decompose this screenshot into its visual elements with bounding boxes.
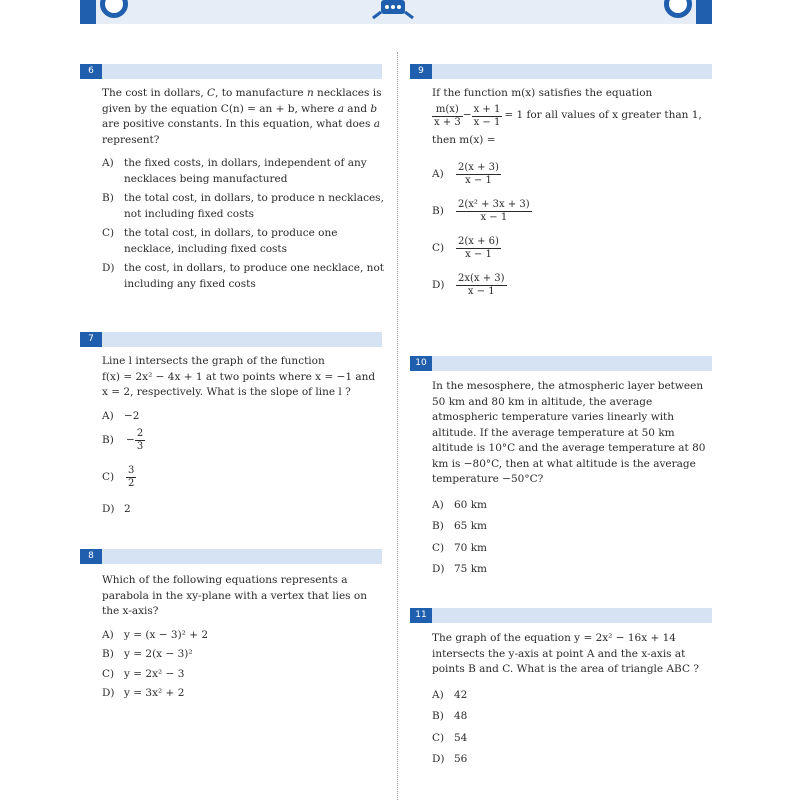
answer-option-b[interactable]: B) $\frac{\text{2(x² + 3x + 3)}}{x - 1}$ xyxy=(432,199,530,223)
answer-option-b[interactable]: B) 65 km xyxy=(432,520,488,532)
answer-option-a[interactable]: A) the fixed costs, in dollars, independent of any necklaces being manufactured xyxy=(102,157,367,185)
question-number: 9 xyxy=(410,64,432,79)
answer-option-b[interactable]: B) the total cost, in dollars, to produce n necklaces, not including fixed costs xyxy=(102,192,384,220)
question-number: 7 xyxy=(80,332,102,347)
header-ring-icon xyxy=(664,0,692,18)
question-header-10 xyxy=(410,356,712,371)
question-stem: Line l intersects the graph of the function f(x) = 2x² − 4x + 1 at two points where x = −1 and x = 2, respectively. What is the slope of line l ? xyxy=(102,355,376,398)
question-6 xyxy=(102,86,384,296)
answer-option-d[interactable]: D) y = 3x² + 2 xyxy=(102,687,185,699)
answer-option-a[interactable]: A) y = (x − 3)² + 2 xyxy=(102,628,209,641)
question-equation: $\frac{m(x)}{x + 3}$ − $\frac{x + 1}{x - 1}$ = 1 for all values of x greater than 1, xyxy=(434,103,702,128)
question-header-8 xyxy=(80,549,382,564)
question-number: 8 xyxy=(80,549,102,564)
question-9 xyxy=(432,86,712,310)
question-stem: If the function m(x) satisfies the equation xyxy=(432,87,653,99)
header-edge-right xyxy=(696,0,712,24)
question-number: 6 xyxy=(80,64,102,79)
answer-option-a[interactable]: A) 42 xyxy=(432,688,468,701)
answer-option-d[interactable]: D) 56 xyxy=(432,753,468,765)
question-header-7 xyxy=(80,332,382,347)
question-header-9 xyxy=(410,64,712,79)
question-stem: The graph of the equation y = 2x² − 16x + 14 intersects the y-axis at point A and the x-axis at points B and C. What is the area of triangle ABC ? xyxy=(432,632,699,675)
robot-icon xyxy=(370,0,416,20)
header-edge-left xyxy=(80,0,96,24)
page-header-bar xyxy=(80,0,712,24)
question-stem: In the mesosphere, the atmospheric layer between 50 km and 80 km in altitude, the average atmospheric temperature varies linearly with altitude. If the average temperature at 50 km altitude is 10°C and the average temperature at 80 km is −80°C, then at what altitude is the average temperature −50°C? xyxy=(432,380,706,485)
answer-option-c[interactable]: C) $\frac{3}{2}$ xyxy=(102,465,135,489)
question-11 xyxy=(432,631,712,772)
answer-option-b[interactable]: B) − $\frac{2}{3}$ xyxy=(102,428,144,452)
answer-option-a[interactable]: A) $\frac{2(x + 3)}{x - 1}$ xyxy=(432,162,499,186)
answer-option-c[interactable]: C) 70 km xyxy=(432,541,488,554)
answer-option-b[interactable]: B) 48 xyxy=(432,710,468,722)
answer-option-a[interactable]: A) 60 km xyxy=(432,498,488,511)
question-stem-end: then m(x) = xyxy=(432,133,496,146)
question-10 xyxy=(432,379,712,582)
answer-option-a[interactable]: A) −2 xyxy=(102,409,140,422)
answer-option-c[interactable]: C) the total cost, in dollars, to produce one necklace, including fixed costs xyxy=(102,227,338,255)
header-ring-icon xyxy=(100,0,128,18)
answer-option-d[interactable]: D) the cost, in dollars, to produce one necklace, not including any fixed costs xyxy=(102,262,384,290)
question-header-11 xyxy=(410,608,712,623)
question-stem: The cost in dollars, C, to manufacture n necklaces is given by the equation C(n) = an + b, where a and b are positive constants. In this equation, what does a represent? xyxy=(102,87,382,146)
question-number: 11 xyxy=(410,608,432,623)
answer-option-d[interactable]: D) 2 xyxy=(102,503,131,515)
answer-option-d[interactable]: D) $\frac{2x(x + 3)}{x - 1}$ xyxy=(432,273,505,297)
answer-option-b[interactable]: B) y = 2(x − 3)² xyxy=(102,648,193,660)
question-number: 10 xyxy=(410,356,432,371)
answer-option-d[interactable]: D) 75 km xyxy=(432,563,488,575)
answer-option-c[interactable]: C) $\frac{2(x + 6)}{x - 1}$ xyxy=(432,236,499,260)
question-stem: Which of the following equations represents a parabola in the xy-plane with a vertex that lies on the x-axis? xyxy=(102,574,367,617)
question-7 xyxy=(102,354,384,522)
answer-option-c[interactable]: C) y = 2x² − 3 xyxy=(102,667,185,680)
question-header-6 xyxy=(80,64,382,79)
answer-option-c[interactable]: C) 54 xyxy=(432,731,468,744)
question-8 xyxy=(102,573,384,706)
column-divider xyxy=(397,52,398,800)
